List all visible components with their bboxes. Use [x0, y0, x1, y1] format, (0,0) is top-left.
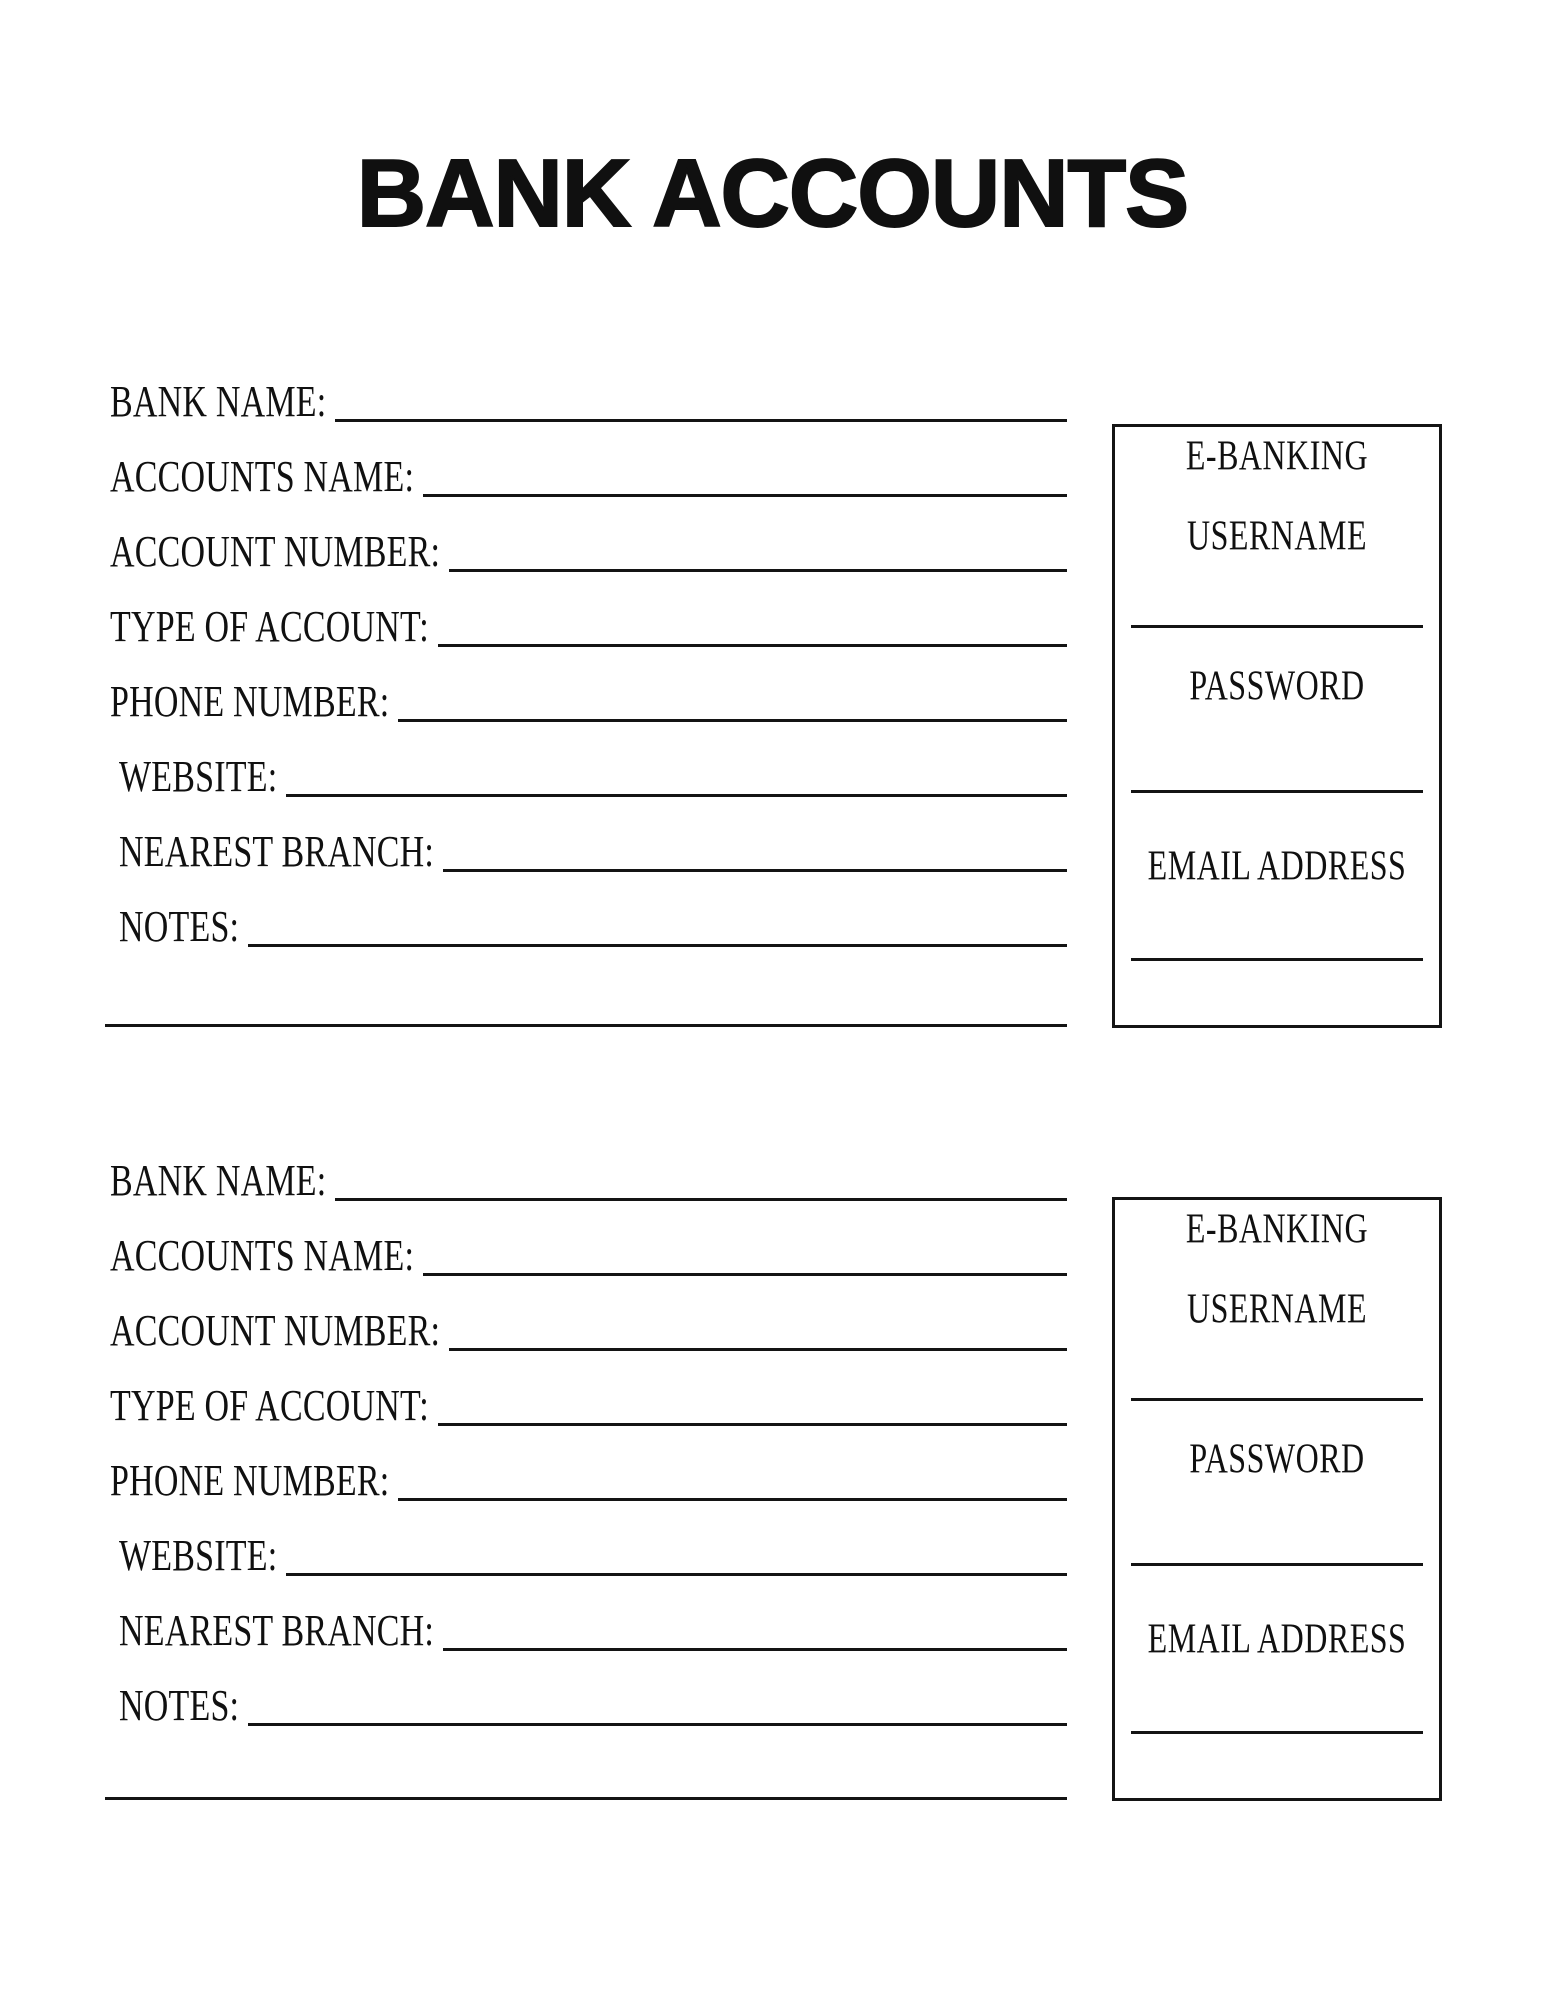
- username-write-line: [1131, 625, 1423, 628]
- username-write-line: [1131, 1398, 1423, 1401]
- field-write-line: [398, 1498, 1067, 1501]
- field-row-type-of-account: [110, 586, 1067, 661]
- field-row-website: [110, 736, 1067, 811]
- field-write-line: [248, 944, 1067, 947]
- field-write-line: [438, 644, 1067, 647]
- section-divider-1: [105, 1024, 1067, 1027]
- field-write-line: [398, 719, 1067, 722]
- field-label: TYPE OF ACCOUNT:: [110, 1381, 429, 1431]
- field-label: BANK NAME:: [110, 377, 327, 427]
- password-label: PASSWORD: [1189, 661, 1365, 709]
- page-title: BANK ACCOUNTS: [356, 140, 1189, 247]
- email-write-line: [1131, 1731, 1423, 1734]
- field-row-account-number: [110, 511, 1067, 586]
- email-address-label: EMAIL ADDRESS: [1147, 841, 1407, 889]
- field-write-line: [423, 1273, 1067, 1276]
- password-write-line: [1131, 790, 1423, 793]
- field-label: NOTES:: [119, 1681, 240, 1731]
- field-row-nearest-branch: [110, 1590, 1067, 1665]
- field-write-line: [443, 1648, 1067, 1651]
- username-label: USERNAME: [1186, 1284, 1367, 1332]
- field-row-nearest-branch: [110, 811, 1067, 886]
- ebanking-panel-1: [1112, 424, 1442, 1028]
- field-row-account-number: [110, 1290, 1067, 1365]
- password-write-line: [1131, 1563, 1423, 1566]
- field-row-phone-number: [110, 1440, 1067, 1515]
- field-label: NEAREST BRANCH:: [119, 1606, 435, 1656]
- field-label: PHONE NUMBER:: [110, 1456, 390, 1506]
- field-label: NOTES:: [119, 902, 240, 952]
- field-row-accounts-name: [110, 1215, 1067, 1290]
- field-label: TYPE OF ACCOUNT:: [110, 602, 429, 652]
- ebanking-panel-2: [1112, 1197, 1442, 1801]
- field-write-line: [286, 1573, 1067, 1576]
- field-write-line: [335, 1198, 1067, 1201]
- email-address-label: EMAIL ADDRESS: [1147, 1614, 1407, 1662]
- field-write-line: [449, 569, 1067, 572]
- field-label: WEBSITE:: [119, 1531, 278, 1581]
- account-section-1: [110, 361, 1067, 961]
- field-label: ACCOUNTS NAME:: [110, 1231, 415, 1281]
- field-row-notes: [110, 886, 1067, 961]
- field-write-line: [449, 1348, 1067, 1351]
- email-write-line: [1131, 958, 1423, 961]
- field-row-phone-number: [110, 661, 1067, 736]
- field-row-type-of-account: [110, 1365, 1067, 1440]
- field-row-bank-name: [110, 361, 1067, 436]
- field-write-line: [423, 494, 1067, 497]
- field-label: BANK NAME:: [110, 1156, 327, 1206]
- field-row-accounts-name: [110, 436, 1067, 511]
- field-write-line: [443, 869, 1067, 872]
- username-label: USERNAME: [1186, 511, 1367, 559]
- panel-heading: E-BANKING: [1185, 1204, 1369, 1252]
- field-write-line: [335, 419, 1067, 422]
- field-label: ACCOUNT NUMBER:: [110, 1306, 441, 1356]
- section-divider-2: [105, 1797, 1067, 1800]
- field-write-line: [286, 794, 1067, 797]
- field-label: NEAREST BRANCH:: [119, 827, 435, 877]
- field-write-line: [248, 1723, 1067, 1726]
- field-label: PHONE NUMBER:: [110, 677, 390, 727]
- field-label: ACCOUNT NUMBER:: [110, 527, 441, 577]
- field-write-line: [438, 1423, 1067, 1426]
- field-row-notes: [110, 1665, 1067, 1740]
- field-row-website: [110, 1515, 1067, 1590]
- panel-heading: E-BANKING: [1185, 431, 1369, 479]
- account-section-2: [110, 1140, 1067, 1740]
- password-label: PASSWORD: [1189, 1434, 1365, 1482]
- field-row-bank-name: [110, 1140, 1067, 1215]
- field-label: WEBSITE:: [119, 752, 278, 802]
- field-label: ACCOUNTS NAME:: [110, 452, 415, 502]
